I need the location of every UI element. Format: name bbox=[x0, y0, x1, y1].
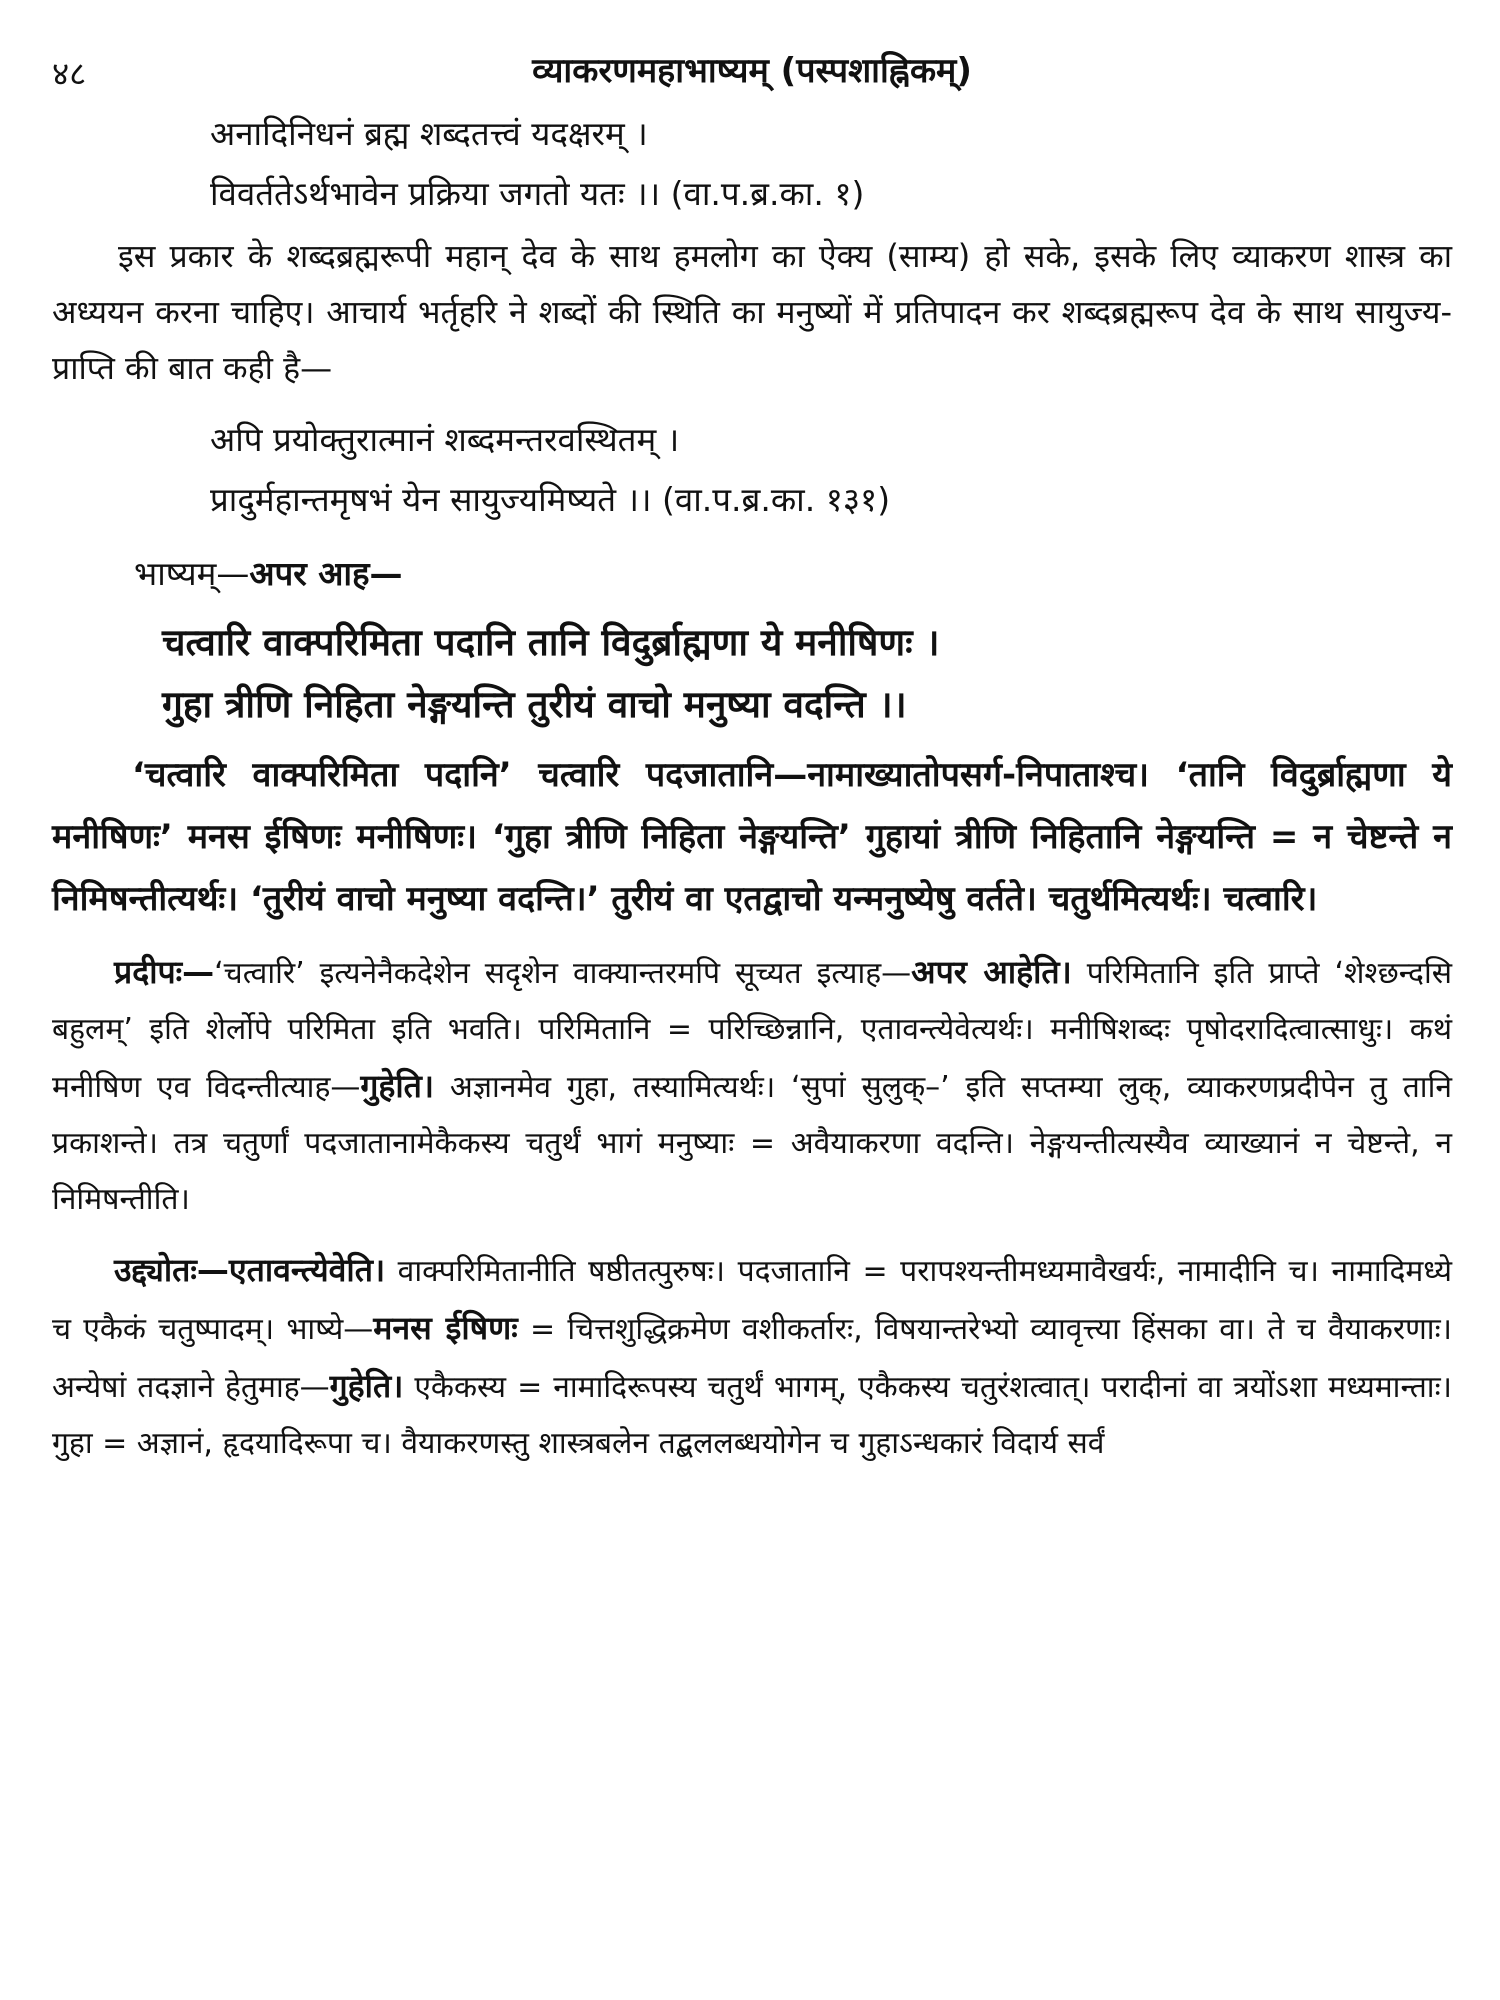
pradipa-bold-2: गुहेति। bbox=[360, 1067, 435, 1105]
uddyota-text-1: वाक्परिमितानीति षष्ठीतत्पुरुषः। पदजातानि = परापश्यन्तीमध्यमावैखर्यः, नामादीनि च। नामादिमध्ये च एकैकं चतुष्पादम्। भाष्ये— bbox=[52, 1254, 1452, 1347]
page-header bbox=[52, 40, 1452, 104]
uddyota-commentary bbox=[52, 1242, 1452, 1472]
pradipa-label: प्रदीपः— bbox=[114, 953, 215, 991]
verse-1-line-2: विवर्ततेऽर्थभावेन प्रक्रिया जगतो यतः ।। (वा.प.ब्र.का. १) bbox=[210, 174, 865, 213]
bhashya-heading bbox=[134, 544, 1452, 604]
hindi-paragraph: इस प्रकार के शब्दब्रह्मरूपी महान् देव के साथ हमलोग का ऐक्य (साम्य) हो सके, इसके लिए व्याकरण शास्त्र का अध्ययन करना चाहिए। आचार्य भर्तृहरि ने शब्दों की स्थिति का मनुष्यों में प्रतिपादन कर शब्दब्रह्मरूप देव के साथ सायुज्य-प्राप्ति की बात कही है— bbox=[52, 237, 1452, 387]
verse-1-line-1: अनादिनिधनं ब्रह्म शब्दतत्त्वं यदक्षरम् । bbox=[210, 114, 648, 153]
uddyota-text-3: एकैकस्य = नामादिरूपस्य चतुर्थं भागम्, एकैकस्य चतुरंशत्वात्। परादीनां वा त्रयोंऽशा मध्यमान्ताः। गुहा = अज्ञानं, हृदयादिरूपा च। वैयाकरणस्तु शास्त्रबलेन तद्बललब्धयोगेन च गुहाऽन्धकारं विदार्य सर्वं bbox=[52, 1370, 1452, 1461]
pradipa-text-3: अज्ञानमेव गुहा, तस्यामित्यर्थः। ‘सुपां सुलुक्–’ इति सप्तम्या लुक्, व्याकरणप्रदीपेन तु तानि प्रकाशन्ते। तत्र चतुर्णां पदजातानामेकैकस्य चतुर्थं भागं मनुष्याः = अवैयाकरणा वदन्ति। नेङ्गयन्तीत्यस्यैव व्याख्यानं न चेष्टन्ते, न निमिषन्तीति। bbox=[52, 1070, 1452, 1217]
bhashya-label: भाष्यम्— bbox=[134, 554, 250, 593]
verse-block-1 bbox=[210, 104, 1452, 224]
page-number: ४८ bbox=[52, 54, 87, 93]
pradipa-bold-1: अपर आहेति। bbox=[911, 953, 1072, 991]
mantra-line-1: चत्वारि वाक्परिमिता पदानि तानि विदुर्ब्राह्मणा ये मनीषिणः । bbox=[162, 621, 940, 664]
uddyota-bold-2: मनस ईषिणः bbox=[373, 1309, 518, 1347]
bhashya-explanation: ‘चत्वारि वाक्परिमिता पदानि’ चत्वारि पदजातानि—नामाख्यातोपसर्ग-निपाताश्च। ‘तानि विदुर्ब्राह्मणा ये मनीषिणः’ मनस ईषिणः मनीषिणः। ‘गुहा त्रीणि निहिता नेङ्गयन्ति’ गुहायां त्रीणि निहितानि नेङ्गयन्ति = न चेष्टन्ते न निमिषन्तीत्यर्थः। ‘तुरीयं वाचो मनुष्या वदन्ति।’ तुरीयं वा एतद्वाचो यन्मनुष्येषु वर्तते। चतुर्थमित्यर्थः। चत्वारि। bbox=[52, 755, 1452, 919]
mantra-line-2: गुहा त्रीणि निहिता नेङ्गयन्ति तुरीयं वाचो मनुष्या वदन्ति ।। bbox=[162, 683, 907, 726]
uddyota-text-2: = चित्तशुद्धिक्रमेण वशीकर्तारः, विषयान्तरेभ्यो व्यावृत्त्या हिंसका वा। ते च वैयाकरणाः। अन्येषां तदज्ञाने हेतुमाह— bbox=[52, 1312, 1453, 1405]
pradipa-text-2: परिमितानि इति प्राप्ते ‘शेश्छन्दसि बहुलम्’ इति शेर्लोपे परिमिता इति भवति। परिमितानि = परिच्छिन्नानि, एतावन्त्येवेत्यर्थः। मनीषिशब्दः पृषोदरादित्वात्साधुः। कथं मनीषिण एव विदन्तीत्याह— bbox=[52, 956, 1452, 1105]
pradipa-commentary bbox=[52, 944, 1452, 1228]
uddyota-bold-1: एतावन्त्येवेति। bbox=[228, 1251, 386, 1289]
mantra-block bbox=[162, 612, 1452, 736]
verse-block-2 bbox=[210, 410, 1452, 530]
pradipa-text-1: ‘चत्वारि’ इत्यनेनैकदेशेन सदृशेन वाक्यान्तरमपि सूच्यत इत्याह— bbox=[214, 956, 912, 991]
bhashya-speaker: अपर आह— bbox=[249, 554, 403, 593]
uddyota-label: उद्द्योतः— bbox=[114, 1251, 229, 1289]
uddyota-bold-3: गुहेति। bbox=[329, 1367, 404, 1405]
verse-2-line-1: अपि प्रयोक्तुरात्मानं शब्दमन्तरवस्थितम् । bbox=[210, 420, 680, 459]
verse-2-line-2: प्रादुर्महान्तमृषभं येन सायुज्यमिष्यते ।। (वा.प.ब्र.का. १३१) bbox=[210, 480, 891, 519]
running-title: व्याकरणमहाभाष्यम् (पस्पशाह्निकम्) bbox=[532, 51, 972, 91]
